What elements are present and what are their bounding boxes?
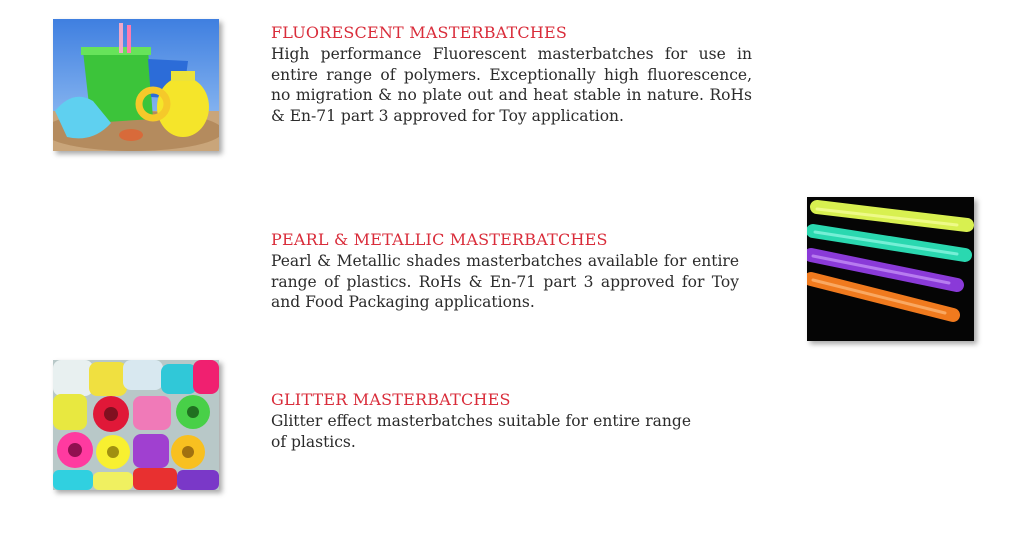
fluorescent-title: FLUORESCENT MASTERBATCHES: [271, 23, 568, 42]
pearl-metallic-title: PEARL & METALLIC MASTERBATCHES: [271, 230, 608, 249]
pearl-metallic-description: Pearl & Metallic shades masterbatches available for entire range of plastics. RoHs & En-71 part 3 approved for Toy and Food Packaging applications.: [271, 252, 739, 311]
fluorescent-section: [271, 22, 752, 126]
fluorescent-description: High performance Fluorescent masterbatches for use in entire range of polymers. Exceptionally high fluorescence, no migration & no plate out and heat stable in nature. RoHs & En-71 part 3 approved for Toy application.: [271, 45, 752, 125]
glitter-section: [271, 389, 691, 452]
metallic-tubes-photo: [807, 197, 974, 341]
glitter-title: GLITTER MASTERBATCHES: [271, 390, 511, 409]
pearl-metallic-section: [271, 229, 739, 313]
glitter-description: Glitter effect masterbatches suitable for entire range of plastics.: [271, 412, 691, 451]
fluorescent-toys-photo: [53, 19, 219, 151]
glitter-beads-photo: [53, 360, 219, 490]
